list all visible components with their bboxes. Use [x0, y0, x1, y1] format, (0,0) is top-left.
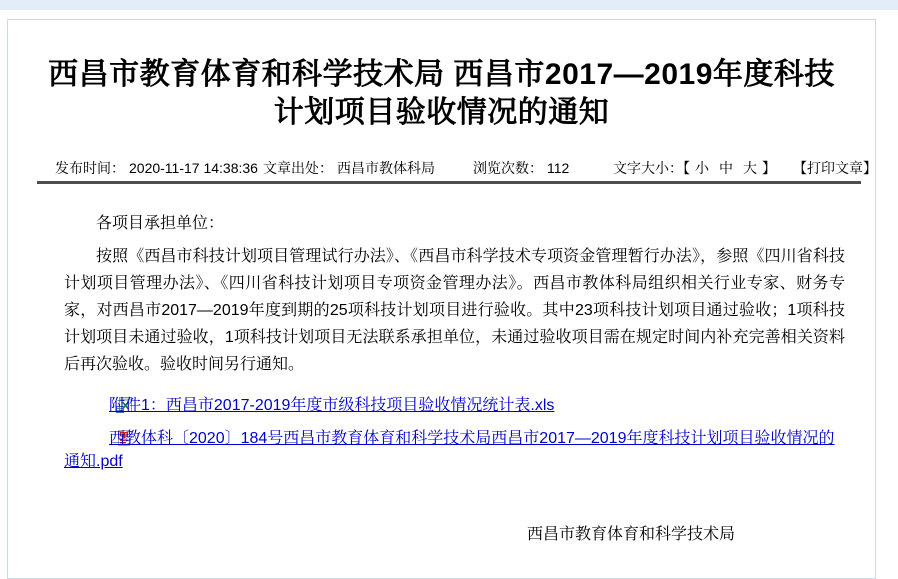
article-source-label: 文章出处：: [263, 160, 333, 176]
publish-time-label: 发布时间：: [55, 160, 125, 176]
attachment-row-xls: [64, 394, 845, 417]
font-size-label: 文字大小：: [613, 160, 683, 176]
print-article-button[interactable]: 【打印文章】: [793, 160, 877, 176]
font-size-medium-button[interactable]: 中: [719, 160, 733, 176]
font-size-bracket-close: 】: [762, 160, 776, 176]
article-source: [263, 158, 435, 178]
font-size-bracket-open: 【: [683, 160, 690, 176]
font-size-large-button[interactable]: 大: [743, 160, 757, 176]
font-size-small-button[interactable]: 小: [695, 160, 709, 176]
article-page: [7, 19, 876, 579]
article-meta-row: [8, 158, 875, 178]
excel-file-icon: [90, 397, 106, 413]
attachment-link-pdf[interactable]: 西教体科〔2020〕184号西昌市教育体育和科学技术局西昌市2017—2019年度科技计划项目验收情况的通知.pdf: [64, 430, 835, 470]
attachment-link-xls[interactable]: 附件1：西昌市2017-2019年度市级科技项目验收情况统计表.xls: [109, 397, 555, 414]
header-divider: [37, 181, 861, 184]
font-size-control: [613, 158, 776, 178]
publish-time-value: 2020-11-17 14:38:36: [129, 160, 258, 176]
page-title: 西昌市教育体育和科学技术局 西昌市2017—2019年度科技计划项目验收情况的通知: [48, 58, 835, 129]
view-count-label: 浏览次数：: [473, 160, 543, 176]
article-body: [8, 210, 875, 544]
pdf-file-icon: [90, 430, 106, 446]
attachment-row-pdf: [64, 427, 845, 473]
attachment-list: [64, 394, 845, 473]
salutation-text: 各项目承担单位：: [96, 215, 225, 232]
notice-paragraph: 按照《西昌市科技计划项目管理试行办法》、《西昌市科学技术专项资金管理暂行办法》，参照《四川省科技计划项目管理办法》、《四川省科技计划项目专项资金管理办法》。西昌市教体科局组织相关行业专家、财务专家，对西昌市2017—2019年度到期的25项科技计划项目进行验收。其中23项科技计划项目通过验收；1项科技计划项目未通过验收，1项科技计划项目无法联系承担单位，未通过验收项目需在规定时间内补充完善相关资料后再次验收。验收时间另行通知。: [64, 248, 845, 373]
view-count: [473, 158, 569, 178]
article-source-value: 西昌市教体科局: [337, 160, 435, 176]
top-bar: [0, 0, 898, 10]
view-count-value: 112: [547, 160, 570, 176]
publish-time: [55, 158, 258, 178]
signature-organization: 西昌市教育体育和科学技术局: [527, 526, 736, 543]
